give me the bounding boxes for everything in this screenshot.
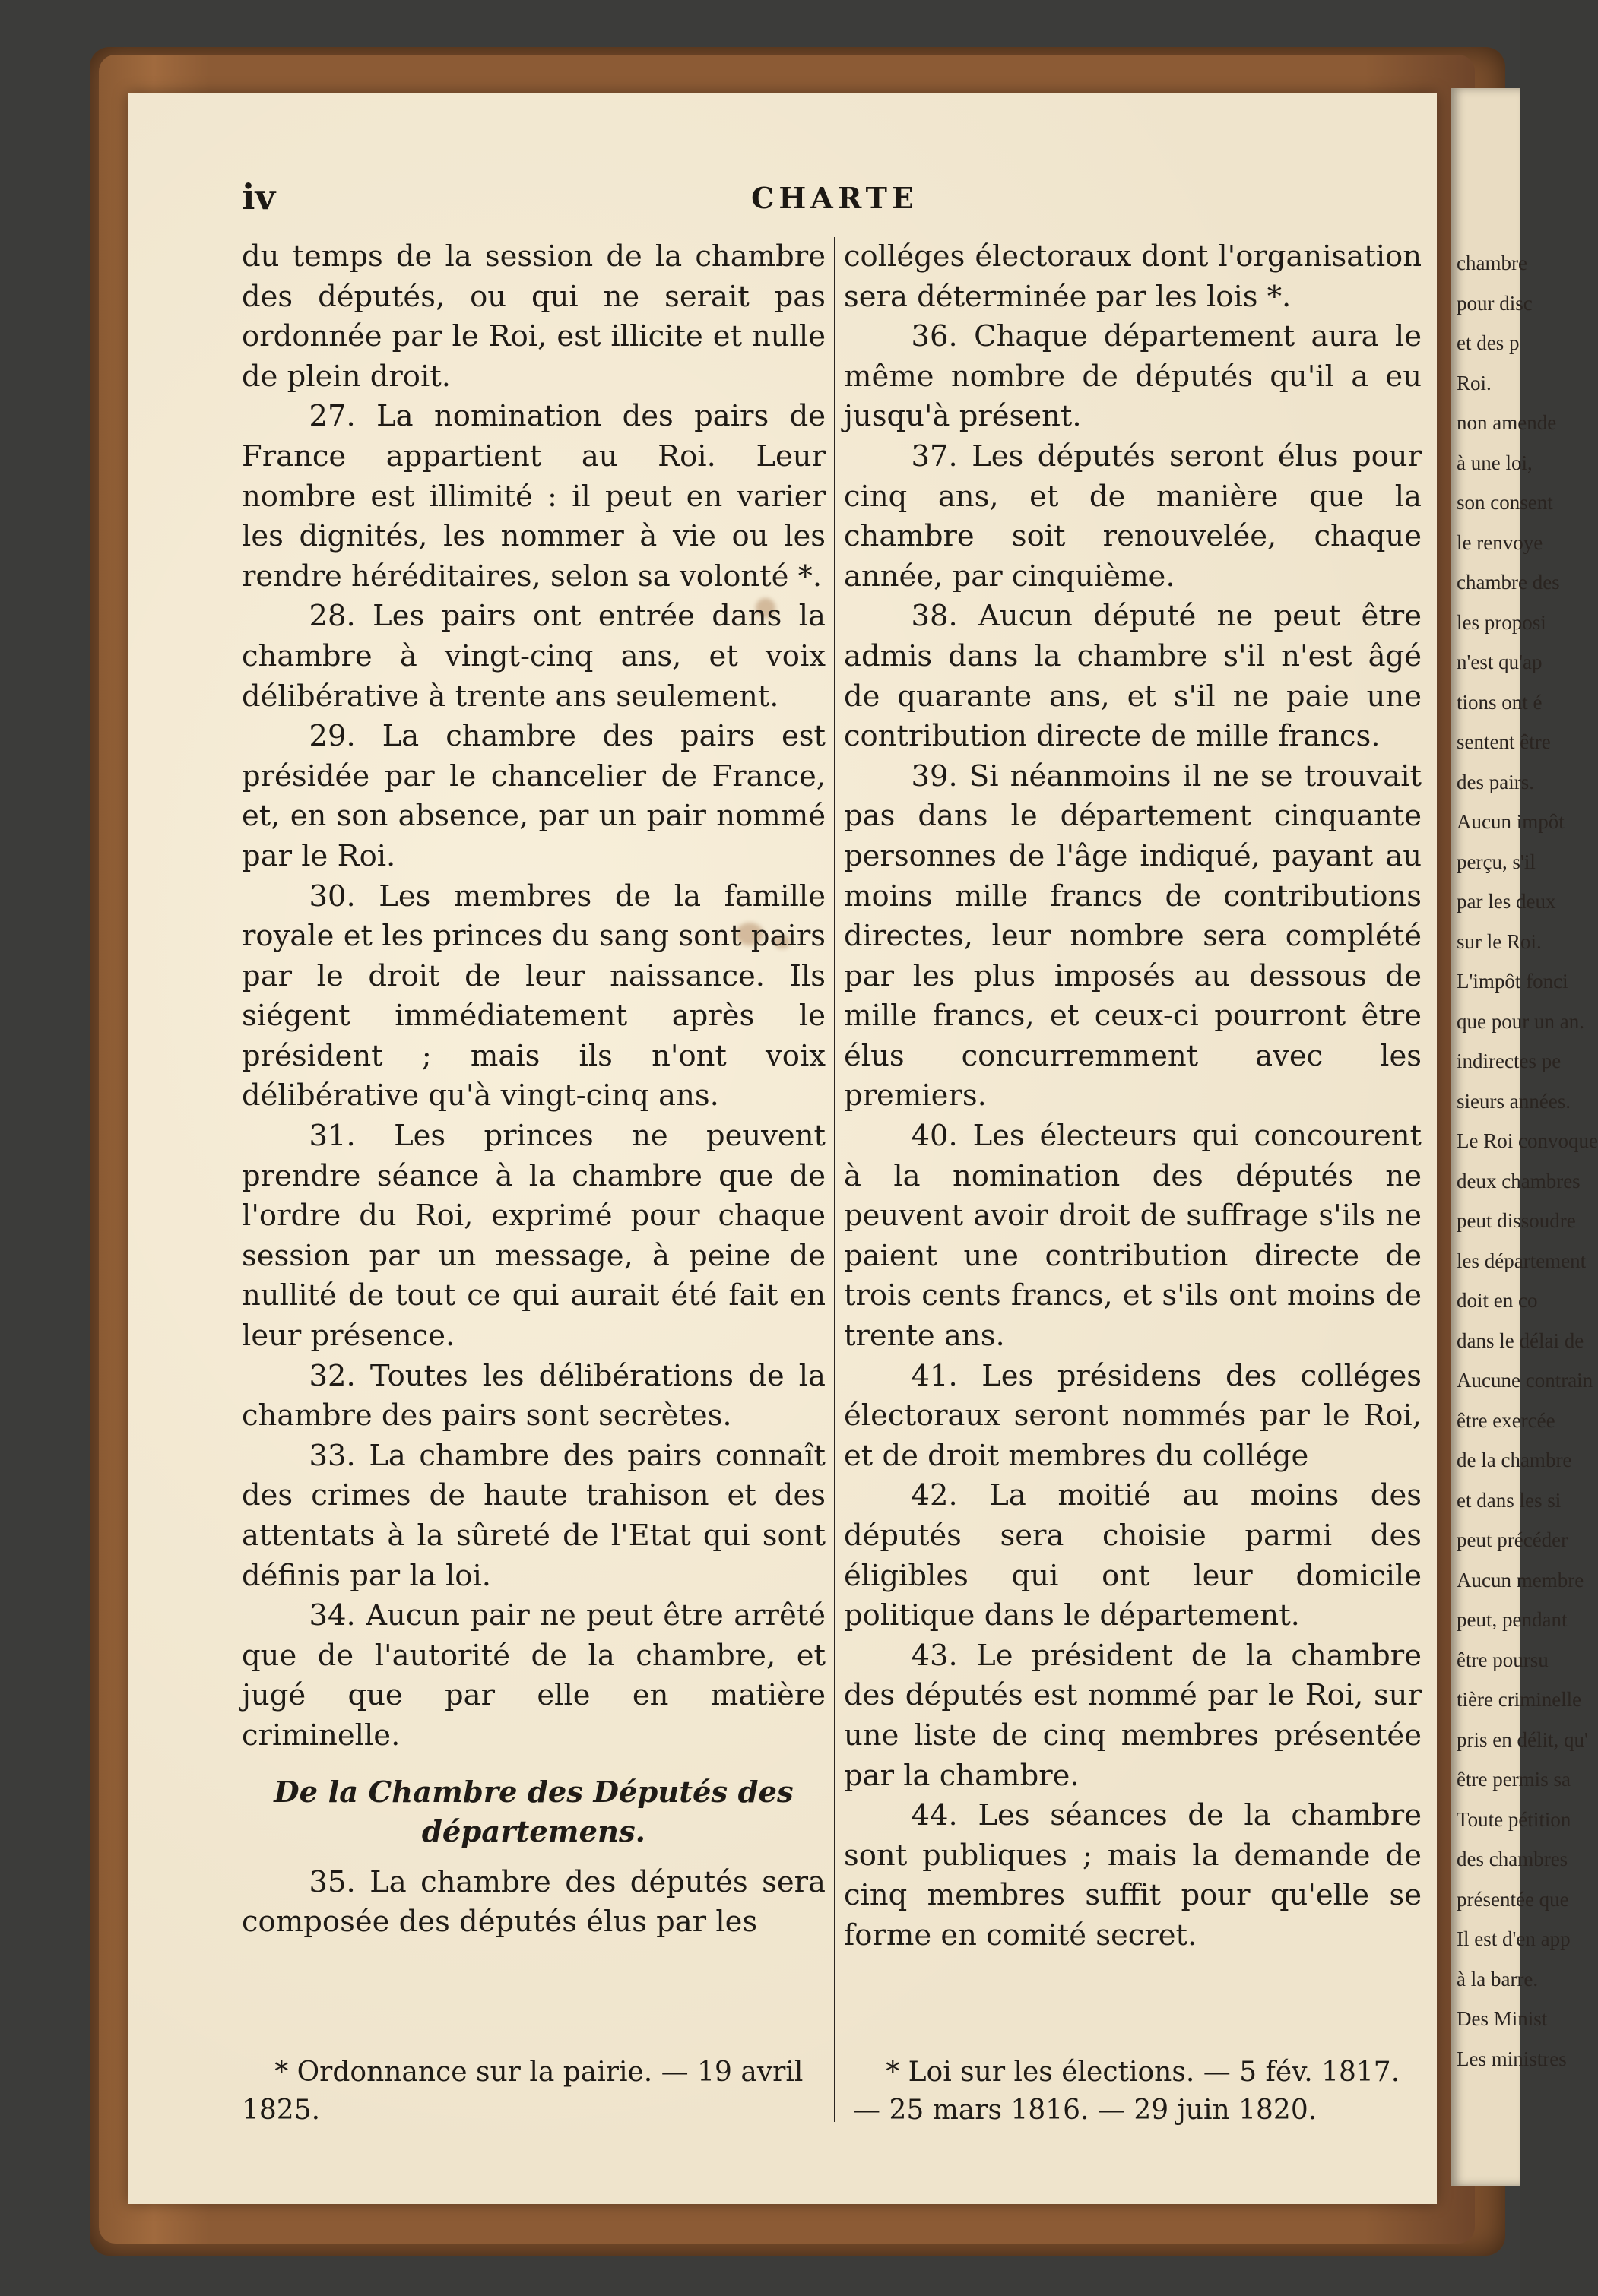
facing-page-fragment: Le Roi convoque (1457, 1129, 1598, 1152)
facing-page-fragment: pris en délit, qu' (1457, 1728, 1588, 1751)
article-paragraph: 31. Les princes ne peuvent prendre séance à la chambre que de l'ordre du Roi, exprimé pour chaque session par un message, à peine de nullité de tout ce qui aurait été fait en leur présence. (242, 1119, 826, 1354)
article-paragraph: 28. Les pairs ont entrée dans la chambre à vingt-cinq ans, et voix délibérative à trente ans seulement. (242, 599, 826, 714)
facing-page-fragment: Roi. (1457, 371, 1492, 394)
section-heading: De la Chambre des Députés des départemens. (274, 1775, 794, 1849)
running-head: CHARTE (751, 181, 918, 215)
facing-page-fragment: présentée que (1457, 1887, 1569, 1911)
facing-page-fragment: pour disc (1457, 291, 1533, 315)
facing-page-fragment: sieurs années. (1457, 1089, 1571, 1113)
facing-page-fragment: être poursu (1457, 1648, 1549, 1671)
article-paragraph: colléges électoraux dont l'organisation sera déterminée par les lois *. (844, 239, 1422, 314)
facing-page-fragment: Des Minist (1457, 2007, 1548, 2030)
facing-page-fragment: Il est d'en app (1457, 1927, 1571, 1950)
facing-page-fragment: peut, pendant (1457, 1608, 1568, 1631)
facing-page-fragment: chambre (1457, 252, 1527, 274)
facing-page-fragment: peut précéder (1457, 1528, 1568, 1551)
facing-page-fragment: doit en co (1457, 1289, 1538, 1312)
facing-page-fragment: chambre des (1457, 571, 1560, 594)
facing-page-fragment: être exercée (1457, 1408, 1555, 1432)
facing-page-fragment: à une loi, (1457, 451, 1533, 474)
footnote-right: * Loi sur les élections. — 5 fév. 1817. — 25 mars 1816. — 29 juin 1820. (853, 2057, 1400, 2126)
facing-page-fragment: être permis sa (1457, 1768, 1571, 1791)
facing-page-fragment: les proposi (1457, 610, 1546, 634)
article-paragraph: 42. La moitié au moins des députés sera choisie parmi des éligibles qui ont leur domicile politique dans le département. (844, 1478, 1422, 1633)
article-paragraph: 32. Toutes les délibérations de la chambre des pairs sont secrètes. (242, 1358, 826, 1433)
article-paragraph: 30. Les membres de la famille royale et les princes du sang sont pairs par le droit de leur naissance. Ils siégent immédiatement après le président ; mais ils n'ont voix délibérative qu'à vingt-cinq ans. (242, 879, 826, 1113)
facing-page-fragment: L'impôt fonci (1457, 970, 1568, 993)
facing-page-fragment: sur le Roi. (1457, 929, 1542, 953)
facing-page-fragment: non amende (1457, 411, 1557, 434)
facing-page-fragment: de la chambre (1457, 1449, 1572, 1471)
article-paragraph: 36. Chaque département aura le même nombre de députés qu'il a eu jusqu'à présent. (844, 319, 1422, 434)
facing-page-fragment: indirectes pe (1457, 1050, 1562, 1072)
facing-page-fragment: dans le délai de (1457, 1329, 1584, 1352)
facing-page-fragment: et dans les si (1457, 1488, 1562, 1512)
facing-page-fragment: que pour un an. (1457, 1009, 1584, 1033)
article-paragraph: 35. La chambre des députés sera composée des députés élus par les (242, 1864, 826, 1940)
right-column (844, 237, 1422, 1956)
article-paragraph: 43. Le président de la chambre des députés est nommé par le Roi, sur une liste de cinq membres présentée par la chambre. (844, 1638, 1422, 1793)
left-column (242, 237, 826, 1943)
article-paragraph: 34. Aucun pair ne peut être arrêté que de l'autorité de la chambre, et jugé que par elle en matière criminelle. (242, 1598, 826, 1753)
article-paragraph: 38. Aucun député ne peut être admis dans la chambre s'il n'est âgé de quarante ans, et s'il ne paie une contribution directe de mille francs. (844, 599, 1422, 754)
facing-page-fragment: son consent (1457, 491, 1553, 514)
facing-page-fragment: les département (1457, 1249, 1587, 1272)
facing-page-fragment: Aucune contrain (1457, 1369, 1593, 1392)
article-paragraph: 44. Les séances de la chambre sont publiques ; mais la demande de cinq membres suffit pour qu'elle se forme en comité secret. (844, 1798, 1422, 1952)
facing-page-fragment: des pairs. (1457, 770, 1534, 793)
facing-page-fragment: tions ont é (1457, 690, 1543, 714)
facing-page-text-fragments (1451, 240, 1598, 2076)
facing-page-fragment: Les ministres (1457, 2047, 1567, 2070)
article-paragraph: 41. Les présidens des colléges électoraux seront nommés par le Roi, et de droit membres du collége (844, 1358, 1422, 1473)
page-header (242, 176, 1428, 222)
article-paragraph: 40. Les électeurs qui concourent à la nomination des députés ne peuvent avoir droit de suffrage s'ils ne paient une contribution directe de trois cents francs, et s'ils ont moins de trente ans. (844, 1119, 1422, 1354)
footnote-left: * Ordonnance sur la pairie. — 19 avril 1825. (242, 2057, 804, 2126)
facing-page-fragment: à la barre. (1457, 1967, 1539, 1990)
article-paragraph: 33. La chambre des pairs connaît des crimes de haute trahison et des attentats à la sûreté de l'Etat qui sont définis par la loi. (242, 1438, 826, 1593)
article-paragraph: 37. Les députés seront élus pour cinq ans, et de manière que la chambre soit renouvelée, chaque année, par cinquième. (844, 439, 1422, 594)
facing-page-fragment: perçu, s'il (1457, 850, 1536, 873)
facing-page-fragment: sentent être (1457, 730, 1551, 753)
article-paragraph: 29. La chambre des pairs est présidée par le chancelier de France, et, en son absence, par un pair nommé par le Roi. (242, 719, 826, 873)
facing-page-fragment: tière criminelle (1457, 1688, 1582, 1711)
facing-page-fragment: par les deux (1457, 890, 1556, 913)
article-paragraph: 27. La nomination des pairs de France appartient au Roi. Leur nombre est illimité : il peut en varier les dignités, les nommer à vie ou les rendre héréditaires, selon sa volonté *. (242, 399, 826, 594)
facing-page-fragment: n'est qu'ap (1457, 651, 1543, 673)
facing-page-fragment: deux chambres (1457, 1169, 1581, 1192)
facing-page-fragment: des chambres (1457, 1848, 1568, 1870)
facing-page-edge (1451, 88, 1598, 2186)
facing-page-fragment: et des p (1457, 331, 1520, 354)
page-number: iv (242, 176, 276, 217)
column-rule (834, 237, 835, 2122)
article-paragraph: du temps de la session de la chambre des députés, ou qui ne serait pas ordonnée par le Roi, est illicite et nulle de plein droit. (242, 239, 826, 394)
facing-page-fragment: Toute pétition (1457, 1807, 1571, 1831)
facing-page-fragment: le renvoye (1457, 530, 1543, 554)
article-paragraph: 39. Si néanmoins il ne se trouvait pas dans le département cinquante personnes de l'âge indiqué, payant au moins mille francs de contributions directes, leur nombre sera complété par les plus imposés au dessous de mille francs, et ceux-ci pourront être élus concurremment avec les premiers. (844, 758, 1422, 1113)
facing-page-fragment: Aucun membre (1457, 1568, 1584, 1591)
facing-page-fragment: Aucun impôt (1457, 810, 1565, 833)
facing-page-fragment: peut dissoudre (1457, 1209, 1576, 1232)
